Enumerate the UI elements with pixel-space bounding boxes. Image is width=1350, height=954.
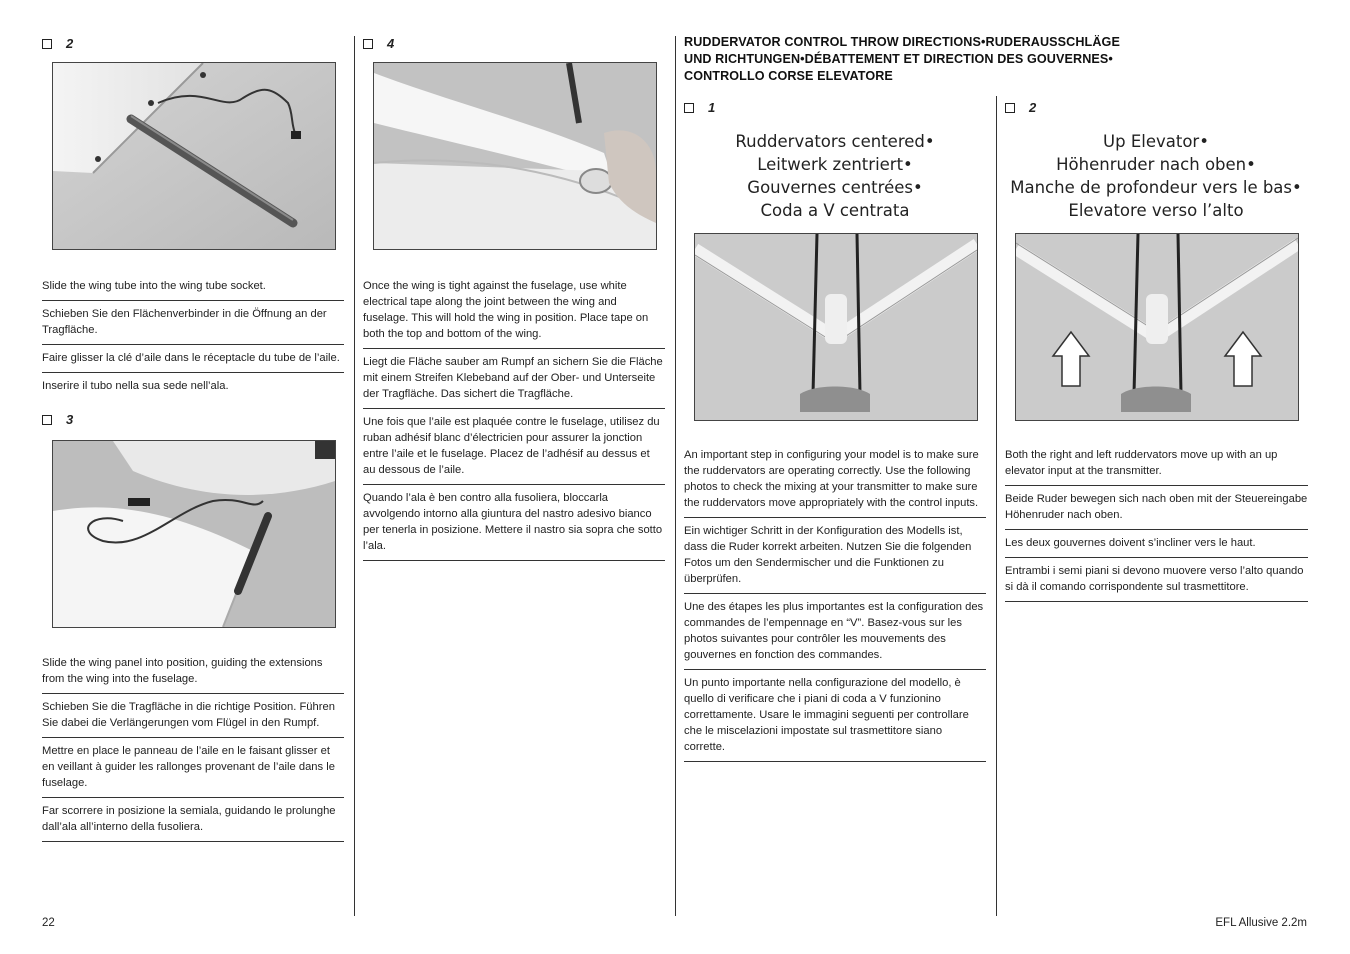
instruction-fr: Les deux gouvernes doivent s’incliner vers le haut.	[1005, 530, 1308, 558]
section-heading	[684, 34, 1324, 85]
checkbox-icon[interactable]	[42, 415, 52, 425]
instruction-en: An important step in configuring your model is to make sure the ruddervators are operating correctly. Use the following photos to check the mixing at your transmitter to make sure the ruddervators move appropriately with the control inputs.	[684, 442, 986, 518]
instruction-de: Liegt die Fläche sauber am Rumpf an sichern Sie die Fläche mit einem Streifen Klebeband auf der Ober- und Unterseite der Tragfläche. Das sichert die Tragfläche.	[363, 349, 665, 409]
instruction-de: Schieben Sie die Tragfläche in die richtige Position. Führen Sie dabei die Verlängerungen vom Flügel in den Rumpf.	[42, 694, 344, 738]
step-3-label: 3	[42, 412, 73, 426]
instruction-de: Schieben Sie den Flächenverbinder in die Öffnung an der Tragfläche.	[42, 301, 344, 345]
instruction-de: Ein wichtiger Schritt in der Konfiguration des Modells ist, dass die Ruder korrekt arbeiten. Nutzen Sie die folgenden Fotos um den Sendermischer und die Funktionen zu überprüfen.	[684, 518, 986, 594]
checkbox-icon[interactable]	[363, 39, 373, 49]
photo-wing-tube	[52, 62, 336, 250]
instruction-en: Slide the wing tube into the wing tube socket.	[42, 273, 344, 301]
caption-up-elevator: Up Elevator• Höhenruder nach oben• Manche de profondeur vers le bas• Elevatore verso l’alto	[1010, 132, 1302, 220]
checkbox-icon[interactable]	[42, 39, 52, 49]
step-3-instructions	[42, 650, 344, 842]
photo-wing-panel	[52, 440, 336, 628]
section-heading-line-1: RUDDERVATOR CONTROL THROW DIRECTIONS•RUDERAUSSCHLÄGE	[684, 35, 1120, 49]
photo-up-elevator	[1015, 233, 1299, 421]
instruction-it: Entrambi i semi piani si devono muovere verso l’alto quando si dà il comando corrispondente sul trasmettitore.	[1005, 558, 1308, 602]
instruction-en: Both the right and left ruddervators move up with an up elevator input at the transmitter.	[1005, 442, 1308, 486]
instruction-fr: Une des étapes les plus importantes est la configuration des commandes de l’empennage en “V”. Basez-vous sur les photos suivantes pour contrôler les mouvements des gouvernes en fonction des commandes.	[684, 594, 986, 670]
step-4-instructions	[363, 273, 665, 561]
column-divider-2	[675, 36, 676, 916]
instruction-it: Un punto importante nella configurazione del modello, è quello di verificare che i piani di coda a V funzionino correttamente. Usare le immagini seguenti per controllare che le miscelazioni impostate sul trasmettitore siano corrette.	[684, 670, 986, 762]
instruction-en: Slide the wing panel into position, guiding the extensions from the wing into the fuselage.	[42, 650, 344, 694]
step-2-label: 2	[42, 36, 73, 50]
instruction-en: Once the wing is tight against the fuselage, use white electrical tape along the joint between the wing and fuselage. This will hold the wing in position. Place tape on both the top and bottom of the wing.	[363, 273, 665, 349]
instruction-fr: Mettre en place le panneau de l’aile en le faisant glisser et en veillant à guider les rallonges provenant de l’aile dans le fuselage.	[42, 738, 344, 798]
photo-ruddervators-centered	[694, 233, 978, 421]
instruction-it: Inserire il tubo nella sua sede nell’ala.	[42, 380, 229, 392]
step-1-label: 1	[684, 100, 715, 114]
caption-ruddervators-centered: Ruddervators centered• Leitwerk zentriert• Gouvernes centrées• Coda a V centrata	[735, 132, 935, 220]
column-divider-3	[996, 96, 997, 916]
step-2b-instructions	[1005, 442, 1308, 602]
page-number: 22	[42, 917, 55, 929]
product-name: EFL Allusive 2.2m	[1215, 917, 1307, 929]
checkbox-icon[interactable]	[684, 103, 694, 113]
section-heading-line-3: CONTROLLO CORSE ELEVATORE	[684, 69, 893, 83]
step-2b-label: 2	[1005, 100, 1036, 114]
checkbox-icon[interactable]	[1005, 103, 1015, 113]
instruction-fr: Faire glisser la clé d’aile dans le réceptacle du tube de l’aile.	[42, 345, 344, 373]
step-1-instructions	[684, 442, 986, 762]
instruction-fr: Une fois que l’aile est plaquée contre le fuselage, utilisez du ruban adhésif blanc d’électricien pour assurer la jonction entre l’aile et le fuselage. Placez de l’adhésif au dessus et au dessous de l’aile.	[363, 409, 665, 485]
column-divider-1	[354, 36, 355, 916]
instruction-it: Quando l’ala è ben contro alla fusoliera, bloccarla avvolgendo intorno alla giuntura del nastro adesivo bianco per tenerla in posizione. Mettere il nastro sia sopra che sotto l’ala.	[363, 485, 665, 561]
step-2-instructions	[42, 273, 344, 400]
instruction-it: Far scorrere in posizione la semiala, guidando le prolunghe dall’ala all’interno della fusoliera.	[42, 798, 344, 842]
step-4-label: 4	[363, 36, 394, 50]
instruction-de: Beide Ruder bewegen sich nach oben mit der Steuereingabe Höhenruder nach oben.	[1005, 486, 1308, 530]
section-heading-line-2: UND RICHTUNGEN•DÉBATTEMENT ET DIRECTION DES GOUVERNES•	[684, 52, 1113, 66]
photo-wing-tape	[373, 62, 657, 250]
